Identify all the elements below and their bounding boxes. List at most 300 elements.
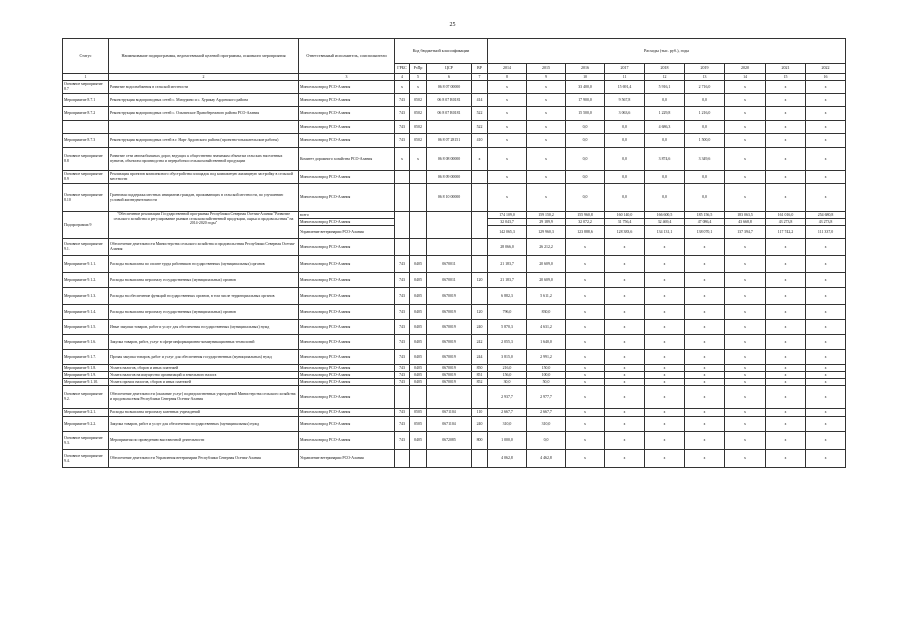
row-year-value: х <box>527 148 566 171</box>
column-number: 3 <box>299 74 395 81</box>
row-year-value: х <box>766 335 806 350</box>
row-year-value: х <box>566 350 605 365</box>
row-name: Развитие сети автомобильных дорог, ведущих к общественно значимым объектам сельских населенных пунктов, объектам производства и переработки сельскохозяйственной продукции <box>109 148 299 171</box>
row-year-value: 15 500,0 <box>566 107 605 121</box>
row-year-value: 138 070,1 <box>685 226 725 239</box>
row-year-value: 28 066,0 <box>488 239 527 256</box>
table-row <box>63 409 846 417</box>
row-vr <box>472 288 488 305</box>
row-executor: Минсельхозпрод РСО-Алания <box>299 365 395 372</box>
row-year-value: х <box>806 379 846 386</box>
row-year-value: х <box>527 121 566 134</box>
row-executor: Минсельхозпрод РСО-Алания <box>299 256 395 273</box>
column-number: 8 <box>488 74 527 81</box>
row-year-value: х <box>527 94 566 107</box>
column-number: 16 <box>806 74 846 81</box>
header-status: Статус <box>63 39 109 74</box>
row-csr <box>427 239 472 256</box>
row-name: Обеспечение деятельности Управления ветеринарии Республики Северная Осетия-Алания <box>109 450 299 468</box>
row-rzpr <box>410 184 427 212</box>
table-body <box>63 39 846 468</box>
row-vr <box>472 239 488 256</box>
row-year-value: х <box>766 94 806 107</box>
header-executor: Ответственный исполнитель, соисполнители <box>299 39 395 74</box>
row-year-value: х <box>605 350 645 365</box>
row-year-value: х <box>806 148 846 171</box>
row-year-value: 20 609,0 <box>527 273 566 288</box>
row-executor: Комитет дорожного хозяйства РСО-Алания <box>299 148 395 171</box>
row-year-value: х <box>725 350 766 365</box>
row-grbs <box>395 212 410 239</box>
row-grbs: 743 <box>395 350 410 365</box>
row-status: Мероприятие 9.1.2. <box>63 273 109 288</box>
row-executor: Минсельхозпрод РСО-Алания <box>299 335 395 350</box>
row-year-value: 161 016,0 <box>766 212 806 219</box>
table-row <box>63 81 846 94</box>
header-year: 2021 <box>766 64 806 74</box>
row-year-value: 43 273,8 <box>766 219 806 226</box>
row-csr: 06 8 07 28151 <box>427 134 472 148</box>
table-row <box>63 335 846 350</box>
header-rzpr: РзПр <box>410 64 427 74</box>
row-year-value: х <box>806 184 846 212</box>
row-executor: Минсельхозпрод РСО-Алания <box>299 134 395 148</box>
row-year-value: х <box>806 350 846 365</box>
row-year-value: х <box>806 409 846 417</box>
row-rzpr: 0505 <box>410 409 427 417</box>
row-name: Закупка товаров, работ и услуг для обеспечения государственных (муниципальных) нужд <box>109 417 299 432</box>
row-year-value: 32 043,7 <box>488 219 527 226</box>
row-year-value: х <box>725 450 766 468</box>
row-year-value: х <box>488 121 527 134</box>
row-year-value: х <box>766 184 806 212</box>
row-status: Мероприятие 9.1.4. <box>63 305 109 320</box>
row-year-value: х <box>685 372 725 379</box>
row-grbs: 743 <box>395 409 410 417</box>
row-year-value: 185 156,5 <box>685 212 725 219</box>
row-rzpr: 0405 <box>410 372 427 379</box>
row-executor: всего <box>299 212 395 219</box>
row-status: Основное мероприятие 9.4. <box>63 450 109 468</box>
row-rzpr <box>410 239 427 256</box>
row-vr: 110 <box>472 409 488 417</box>
row-year-value: х <box>685 239 725 256</box>
row-status: Мероприятие 9.1.7. <box>63 350 109 365</box>
row-year-value: х <box>685 409 725 417</box>
row-year-value: 0,0 <box>605 184 645 212</box>
row-vr: 242 <box>472 335 488 350</box>
row-year-value: х <box>605 379 645 386</box>
row-year-value: 2 977,7 <box>527 386 566 409</box>
table-row <box>63 184 846 212</box>
row-year-value: х <box>766 350 806 365</box>
row-executor: Минсельхозпрод РСО-Алания <box>299 94 395 107</box>
row-year-value: х <box>806 171 846 184</box>
column-number: 7 <box>472 74 488 81</box>
row-vr <box>472 256 488 273</box>
row-status: Мероприятие 9.1.9. <box>63 372 109 379</box>
row-grbs: 743 <box>395 121 410 134</box>
row-year-value: х <box>605 450 645 468</box>
row-executor: Минсельхозпрод РСО-Алания <box>299 432 395 450</box>
row-status: Мероприятие 9.2.2. <box>63 417 109 432</box>
row-csr: 0670019 <box>427 379 472 386</box>
row-rzpr <box>410 450 427 468</box>
row-rzpr: 0502 <box>410 107 427 121</box>
row-year-value: 43 668,8 <box>725 219 766 226</box>
table-row <box>63 107 846 121</box>
row-executor: Минсельхозпрод РСО-Алания <box>299 219 395 226</box>
row-year-value: х <box>806 273 846 288</box>
row-year-value: х <box>766 171 806 184</box>
row-vr: 851 <box>472 372 488 379</box>
row-year-value: х <box>725 288 766 305</box>
row-year-value: 0,0 <box>685 184 725 212</box>
row-name: Расходы на выплаты персоналу государственных (муниципальных) органов <box>109 273 299 288</box>
row-grbs <box>395 450 410 468</box>
row-name: "Обеспечение реализации Государственной программы Республики Северная Осетия-Алания "Развитие сельского хозяйства и регулирование рынков сельскохозяйственной продукции, сырья и продовольствия" на 2014-2020 годы" <box>109 212 299 239</box>
row-year-value: 0,0 <box>566 148 605 171</box>
row-year-value: х <box>488 148 527 171</box>
row-csr: 0670019 <box>427 350 472 365</box>
row-rzpr: 0405 <box>410 335 427 350</box>
row-year-value: х <box>725 320 766 335</box>
row-vr: 522 <box>472 121 488 134</box>
row-status: Мероприятие 9.1.10. <box>63 379 109 386</box>
row-year-value: 2 937,7 <box>488 386 527 409</box>
row-status: Основное мероприятие 9.2. <box>63 386 109 409</box>
row-year-value: 117 742,2 <box>766 226 806 239</box>
row-rzpr: 0405 <box>410 379 427 386</box>
row-year-value: х <box>766 81 806 94</box>
row-executor: Минсельхозпрод РСО-Алания <box>299 409 395 417</box>
row-grbs: 743 <box>395 417 410 432</box>
row-year-value: 254 680,8 <box>806 212 846 219</box>
row-executor: Минсельхозпрод РСО-Алания <box>299 305 395 320</box>
row-year-value: 1 500,0 <box>685 134 725 148</box>
row-year-value: х <box>527 81 566 94</box>
row-year-value: 43 273,8 <box>806 219 846 226</box>
row-status: Основное мероприятие 9.3. <box>63 432 109 450</box>
row-year-value: х <box>566 273 605 288</box>
row-year-value: х <box>566 386 605 409</box>
row-vr: 244 <box>472 350 488 365</box>
page-number: 25 <box>449 22 456 28</box>
row-year-value: х <box>685 417 725 432</box>
row-csr: 06 8 09 00000 <box>427 171 472 184</box>
row-year-value: х <box>605 288 645 305</box>
column-number: 13 <box>685 74 725 81</box>
row-year-value: 830,0 <box>527 305 566 320</box>
row-executor: Минсельхозпрод РСО-Алания <box>299 288 395 305</box>
row-year-value: х <box>806 320 846 335</box>
table-row <box>63 94 846 107</box>
column-number: 12 <box>645 74 685 81</box>
column-number: 15 <box>766 74 806 81</box>
column-number: 10 <box>566 74 605 81</box>
row-year-value: 1 216,0 <box>685 107 725 121</box>
row-year-value: 111 337,0 <box>806 226 846 239</box>
row-year-value: х <box>566 372 605 379</box>
row-year-value: х <box>645 432 685 450</box>
row-year-value: х <box>605 305 645 320</box>
table-row <box>63 305 846 320</box>
row-year-value: х <box>645 256 685 273</box>
row-year-value: 123 888,6 <box>566 226 605 239</box>
row-grbs: 743 <box>395 365 410 372</box>
row-year-value: х <box>766 121 806 134</box>
row-grbs <box>395 171 410 184</box>
row-csr: 0671104 <box>427 409 472 417</box>
row-year-value: х <box>806 81 846 94</box>
row-year-value: 1 640,0 <box>527 335 566 350</box>
row-name: Прочая закупка товаров, работ и услуг для обеспечения государственных (муниципальных) нужд <box>109 350 299 365</box>
table-row <box>63 450 846 468</box>
row-year-value: х <box>566 409 605 417</box>
row-csr: 06 8 08 00000 <box>427 148 472 171</box>
row-status: Мероприятие 8.7.1 <box>63 94 109 107</box>
row-year-value: 0,0 <box>566 121 605 134</box>
row-year-value: 137 394,7 <box>725 226 766 239</box>
header-year: 2014 <box>488 64 527 74</box>
row-year-value: 1 000,0 <box>488 432 527 450</box>
row-year-value: 4 062,8 <box>488 450 527 468</box>
row-rzpr: х <box>410 81 427 94</box>
row-rzpr <box>410 212 427 239</box>
row-year-value: х <box>766 107 806 121</box>
row-year-value: 0,0 <box>645 94 685 107</box>
row-year-value: 0,0 <box>566 134 605 148</box>
row-rzpr: 0405 <box>410 305 427 320</box>
row-status: Основное мероприятие 8.10 <box>63 184 109 212</box>
row-vr <box>472 81 488 94</box>
row-grbs: х <box>395 148 410 171</box>
row-year-value: 2 667,7 <box>527 409 566 417</box>
row-vr: х <box>472 148 488 171</box>
row-year-value: 0,0 <box>605 121 645 134</box>
row-name: Уплата налогов, сборов и иных платежей <box>109 365 299 372</box>
row-year-value: х <box>605 320 645 335</box>
row-name: Мероприятия по проведению выставочной деятельности <box>109 432 299 450</box>
row-year-value: х <box>766 305 806 320</box>
row-year-value: 47 086,4 <box>685 219 725 226</box>
row-year-value: х <box>766 288 806 305</box>
row-year-value: 21 183,7 <box>488 256 527 273</box>
row-status: Мероприятие 9.2.1. <box>63 409 109 417</box>
row-csr <box>427 121 472 134</box>
row-year-value: 166 600,5 <box>645 212 685 219</box>
row-year-value: х <box>488 81 527 94</box>
row-year-value: 174 109,0 <box>488 212 527 219</box>
table-row <box>63 148 846 171</box>
row-year-value: х <box>725 184 766 212</box>
row-year-value: х <box>725 148 766 171</box>
row-year-value: х <box>685 450 725 468</box>
row-executor: Минсельхозпрод РСО-Алания <box>299 121 395 134</box>
row-year-value: х <box>766 134 806 148</box>
row-rzpr: 0405 <box>410 288 427 305</box>
row-year-value: 0,0 <box>527 432 566 450</box>
row-grbs: 743 <box>395 320 410 335</box>
row-year-value: 183 063,5 <box>725 212 766 219</box>
row-year-value: х <box>566 365 605 372</box>
row-year-value: 32 072,2 <box>566 219 605 226</box>
row-year-value: 0,0 <box>685 121 725 134</box>
row-csr <box>427 386 472 409</box>
row-year-value: 155 960,8 <box>566 212 605 219</box>
row-name: Реконструкция водопроводных сетей с. Ольгинское Правобережного района РСО-Алания <box>109 107 299 121</box>
row-name: Расходы на выплаты по оплате труда работников государственных (муниципальных) органов <box>109 256 299 273</box>
row-year-value: х <box>766 432 806 450</box>
row-name: Расходы на выплаты персоналу казенных учреждений <box>109 409 299 417</box>
row-vr <box>472 171 488 184</box>
row-year-value: х <box>806 134 846 148</box>
header-name: Наименование подпрограммы, ведомственной целевой программы, основного мероприятия <box>109 39 299 74</box>
row-year-value: х <box>766 372 806 379</box>
row-year-value: х <box>806 288 846 305</box>
row-year-value: 33 400,0 <box>566 81 605 94</box>
header-vr: ВР <box>472 64 488 74</box>
row-year-value: х <box>806 121 846 134</box>
row-year-value: 5 916,1 <box>645 81 685 94</box>
header-year: 2017 <box>605 64 645 74</box>
row-year-value: х <box>806 432 846 450</box>
row-year-value: х <box>566 288 605 305</box>
row-csr: 0670019 <box>427 335 472 350</box>
row-year-value: 3 815,0 <box>488 350 527 365</box>
row-year-value: х <box>806 107 846 121</box>
row-year-value: х <box>766 386 806 409</box>
row-csr: 0671104 <box>427 417 472 432</box>
row-status: Мероприятие 9.1.6. <box>63 335 109 350</box>
row-year-value: х <box>527 107 566 121</box>
row-year-value: х <box>725 273 766 288</box>
row-year-value: х <box>806 386 846 409</box>
row-rzpr: х <box>410 148 427 171</box>
header-code: Код бюджетной классификации <box>395 39 488 64</box>
row-year-value: х <box>685 432 725 450</box>
row-rzpr: 0502 <box>410 134 427 148</box>
row-name: Реконструкция водопроводных сетей с. Мичурино и с. Хурикау Ардонского района <box>109 94 299 107</box>
row-year-value: х <box>725 256 766 273</box>
row-year-value: 796,0 <box>488 305 527 320</box>
column-number: 11 <box>605 74 645 81</box>
row-status: Основное мероприятие 8.7 <box>63 81 109 94</box>
row-year-value: х <box>645 335 685 350</box>
row-grbs: 743 <box>395 94 410 107</box>
row-year-value: 160 140,0 <box>605 212 645 219</box>
row-year-value: х <box>725 386 766 409</box>
row-year-value: 26 212,2 <box>527 239 566 256</box>
row-year-value: 29 189,9 <box>527 219 566 226</box>
row-executor: Минсельхозпрод РСО-Алания <box>299 417 395 432</box>
row-year-value: х <box>566 379 605 386</box>
row-year-value: х <box>527 184 566 212</box>
header-grbs: ГРБС <box>395 64 410 74</box>
table-row <box>63 417 846 432</box>
row-year-value: х <box>685 305 725 320</box>
column-number: 4 <box>395 74 410 81</box>
row-year-value: 2 991,2 <box>527 350 566 365</box>
row-year-value: 30,0 <box>488 379 527 386</box>
column-number: 14 <box>725 74 766 81</box>
table-row <box>63 320 846 335</box>
table-row <box>63 212 846 219</box>
row-name: Закупка товаров, работ, услуг в сфере информационно-коммуникационных технологий <box>109 335 299 350</box>
row-year-value: х <box>725 239 766 256</box>
row-csr: 0670019 <box>427 365 472 372</box>
row-csr: 06 8 07 R0181 <box>427 107 472 121</box>
row-year-value: х <box>725 121 766 134</box>
row-vr: 120 <box>472 273 488 288</box>
row-executor: Минсельхозпрод РСО-Алания <box>299 320 395 335</box>
row-vr: 852 <box>472 379 488 386</box>
row-year-value: 0,0 <box>645 171 685 184</box>
row-vr: 240 <box>472 417 488 432</box>
row-vr: 410 <box>472 134 488 148</box>
row-year-value: 129 960,3 <box>527 226 566 239</box>
row-year-value: х <box>766 417 806 432</box>
row-year-value: х <box>806 239 846 256</box>
row-year-value: х <box>488 107 527 121</box>
row-rzpr: 0502 <box>410 121 427 134</box>
column-number-row <box>63 74 846 81</box>
row-executor: Минсельхозпрод РСО-Алания <box>299 171 395 184</box>
table-row <box>63 273 846 288</box>
row-executor: Управление ветеринарии РСО-Алания <box>299 450 395 468</box>
row-year-value: х <box>488 134 527 148</box>
row-year-value: х <box>605 273 645 288</box>
row-year-value: х <box>725 372 766 379</box>
row-rzpr: 0505 <box>410 417 427 432</box>
row-year-value: х <box>527 134 566 148</box>
row-year-value: х <box>685 386 725 409</box>
header-year: 2022 <box>806 64 846 74</box>
row-year-value: х <box>488 184 527 212</box>
row-year-value: 21 183,7 <box>488 273 527 288</box>
row-grbs: 743 <box>395 372 410 379</box>
row-rzpr: 0405 <box>410 320 427 335</box>
row-year-value: х <box>725 107 766 121</box>
row-year-value: х <box>725 365 766 372</box>
row-csr <box>427 212 472 239</box>
row-year-value: х <box>645 386 685 409</box>
row-year-value: х <box>605 256 645 273</box>
row-year-value: 50,0 <box>527 379 566 386</box>
row-year-value: х <box>645 350 685 365</box>
row-year-value: х <box>685 379 725 386</box>
row-name: Развитие водоснабжения в сельской местности <box>109 81 299 94</box>
table-row <box>63 256 846 273</box>
budget-table <box>62 38 846 468</box>
row-year-value: х <box>806 94 846 107</box>
row-year-value: х <box>605 365 645 372</box>
row-csr: 0670019 <box>427 372 472 379</box>
row-csr: 0670019 <box>427 305 472 320</box>
row-name: Иные закупки товаров, работ и услуг для обеспечения государственных (муниципальных) нужд <box>109 320 299 335</box>
row-year-value: 0,0 <box>605 171 645 184</box>
row-year-value: х <box>645 365 685 372</box>
row-year-value: х <box>725 81 766 94</box>
row-rzpr: 0405 <box>410 365 427 372</box>
row-rzpr: 0405 <box>410 350 427 365</box>
row-name: Уплата прочих налогов, сборов и иных платежей <box>109 379 299 386</box>
row-status: Мероприятие 8.7.2 <box>63 107 109 121</box>
row-year-value: х <box>566 432 605 450</box>
table-row <box>63 134 846 148</box>
row-year-value: 5 611,2 <box>527 288 566 305</box>
row-year-value: х <box>645 239 685 256</box>
